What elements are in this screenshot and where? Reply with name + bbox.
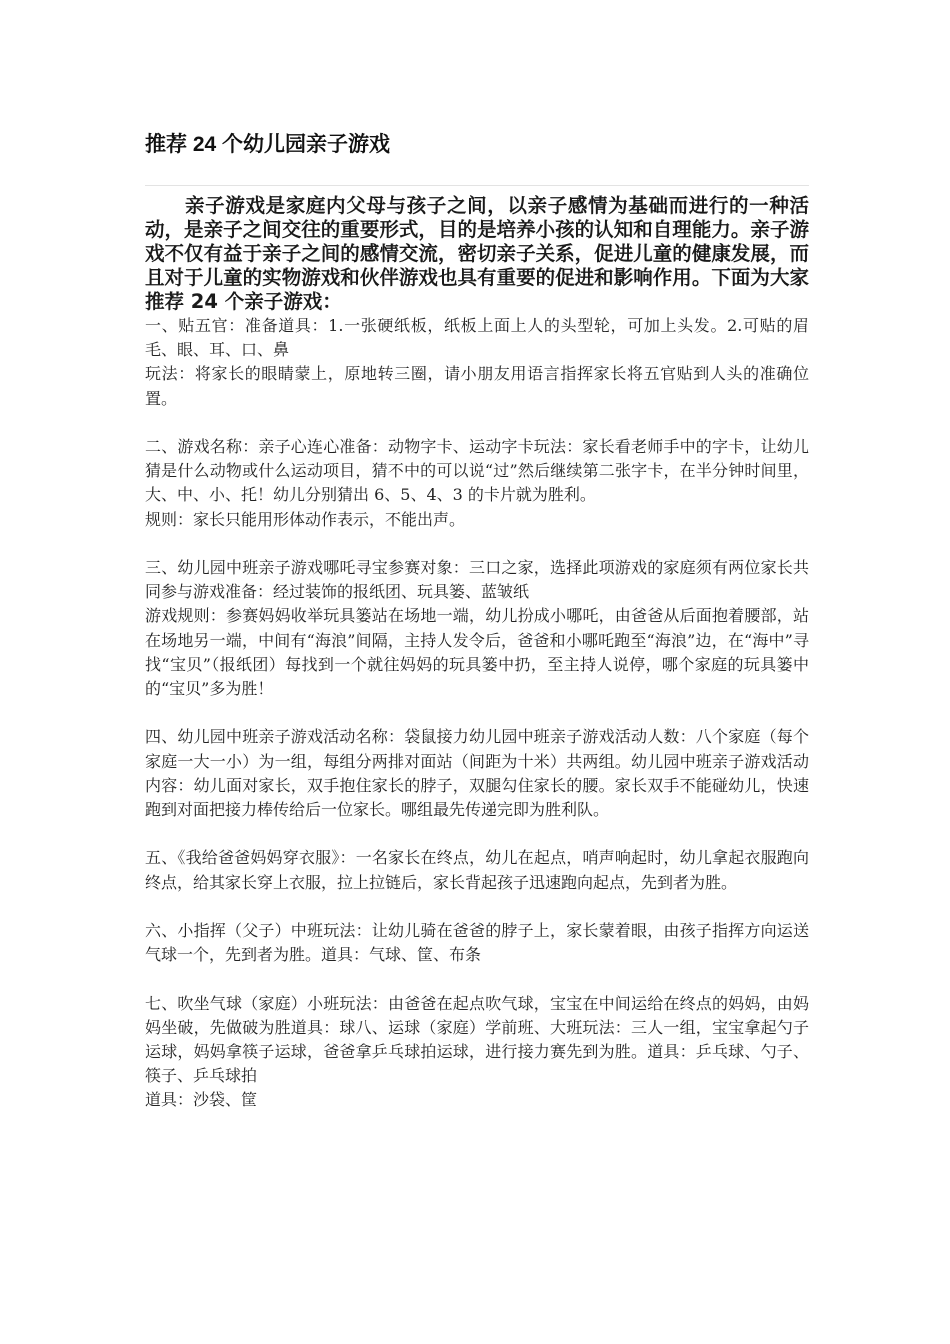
paragraph: 规则：家长只能用形体动作表示，不能出声。	[145, 509, 466, 529]
paragraph: 一、贴五官：准备道具：1.一张硬纸板，纸板上面上人的头型轮，可加上头发。2.可贴的眉毛、眼、耳、口、鼻	[145, 316, 809, 360]
paragraph: 四、幼儿园中班亲子游戏活动名称：袋鼠接力幼儿园中班亲子游戏活动人数：八个家庭（每个家庭一大一小）为一组，每组分两排对面站（间距为十米）共两组。幼儿园中班亲子游戏活动内容：幼儿面对家长，双手抱住家长的脖子，双腿勾住家长的腰。家长双手不能碰幼儿，快速跑到对面把接力棒传给后一位家长。哪组最先传递完即为胜利队。	[145, 727, 809, 820]
paragraph: 三、幼儿园中班亲子游戏哪吒寻宝参赛对象：三口之家，选择此项游戏的家庭须有两位家长共同参与游戏准备：经过装饰的报纸团、玩具篓、蓝皱纸	[145, 558, 809, 602]
game-section-4	[145, 725, 809, 822]
page-title: 推荐 24 个幼儿园亲子游戏	[145, 133, 391, 156]
game-section-3	[145, 556, 809, 701]
game-section-2	[145, 435, 809, 532]
game-section-7	[145, 992, 809, 1113]
intro-paragraph: 亲子游戏是家庭内父母与孩子之间，以亲子感情为基础而进行的一种活动，是亲子之间交往的重要形式，目的是培养小孩的认知和自理能力。亲子游戏不仅有益于亲子之间的感情交流，密切亲子关系，促进儿童的健康发展，而且对于儿童的实物游戏和伙伴游戏也具有重要的促进和影响作用。下面为大家推荐 24 个亲子游戏：	[145, 194, 809, 313]
paragraph: 七、吹坐气球（家庭）小班玩法：由爸爸在起点吹气球，宝宝在中间运给在终点的妈妈，由妈妈坐破，先做破为胜道具：球八、运球（家庭）学前班、大班玩法：三人一组，宝宝拿起勺子运球，妈妈拿筷子运球，爸爸拿乒乓球拍运球，进行接力赛先到为胜。道具：乒乓球、勺子、筷子、乒乓球拍	[145, 993, 809, 1086]
paragraph: 玩法：将家长的眼睛蒙上，原地转三圈，请小朋友用语言指挥家长将五官贴到人头的准确位置。	[145, 364, 809, 408]
game-section-1	[145, 314, 809, 411]
game-list	[145, 314, 809, 1113]
paragraph: 游戏规则：参赛妈妈收举玩具篓站在场地一端，幼儿扮成小哪吒，由爸爸从后面抱着腰部，站在场地另一端，中间有“海浪”间隔，主持人发令后，爸爸和小哪吒跑至“海浪”边，在“海中”寻找“宝贝”（报纸团）每找到一个就往妈妈的玩具篓中扔，至主持人说停，哪个家庭的玩具篓中的“宝贝”多为胜！	[145, 606, 809, 699]
paragraph: 六、小指挥（父子）中班玩法：让幼儿骑在爸爸的脖子上，家长蒙着眼，由孩子指挥方向运送气球一个，先到者为胜。道具：气球、筐、布条	[145, 921, 809, 965]
game-section-5	[145, 846, 809, 894]
title-divider	[145, 185, 809, 186]
paragraph: 二、游戏名称：亲子心连心准备：动物字卡、运动字卡玩法：家长看老师手中的字卡，让幼儿猜是什么动物或什么运动项目，猜不中的可以说“过”然后继续第二张字卡，在半分钟时间里，大、中、小、托！幼儿分别猜出 6、5、4、3 的卡片就为胜利。	[145, 437, 809, 505]
paragraph: 道具：沙袋、筐	[145, 1090, 258, 1110]
game-section-6	[145, 919, 809, 967]
document-content	[145, 128, 809, 1113]
paragraph: 五、《我给爸爸妈妈穿衣服》：一名家长在终点，幼儿在起点，哨声响起时，幼儿拿起衣服跑向终点，给其家长穿上衣服，拉上拉链后，家长背起孩子迅速跑向起点，先到者为胜。	[145, 848, 809, 892]
